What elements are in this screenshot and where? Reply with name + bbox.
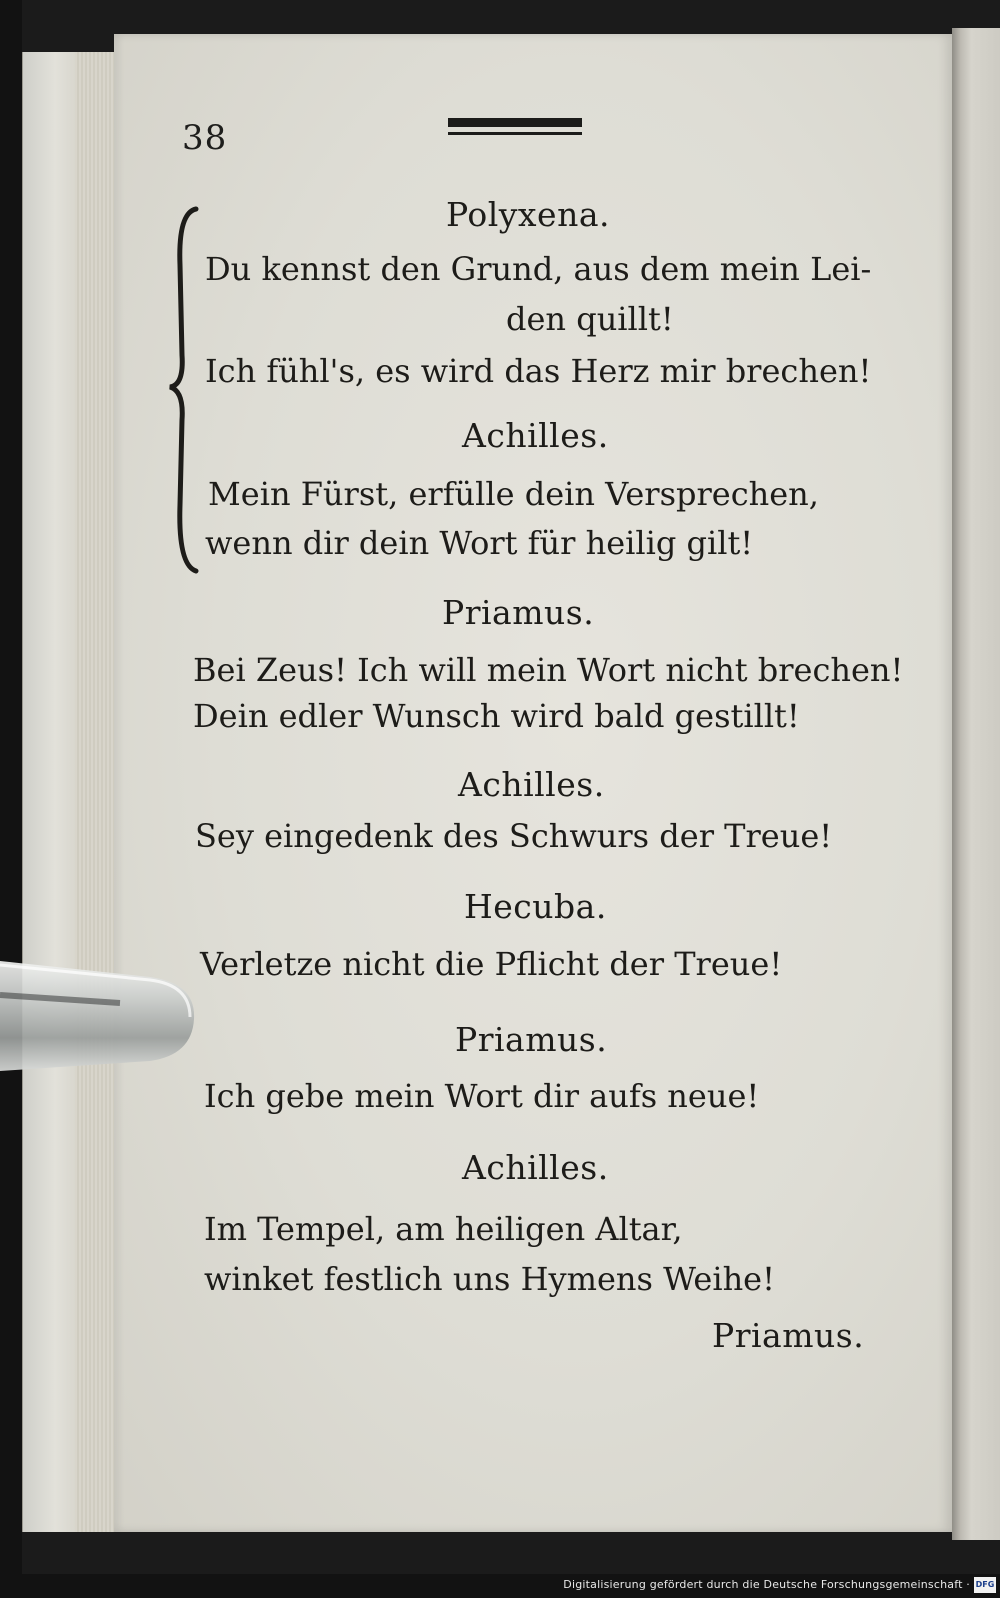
dfg-logo: DFG	[974, 1577, 996, 1593]
verse-line: Verletze nicht die Pflicht der Treue!	[200, 945, 783, 983]
speaker-name: Hecuba.	[464, 887, 607, 926]
speaker-name: Achilles.	[462, 1148, 609, 1187]
funding-credit: Digitalisierung gefördert durch die Deutsche Forschungsgemeinschaft ·	[563, 1578, 970, 1591]
speaker-name: Polyxena.	[446, 195, 610, 234]
page-number: 38	[182, 118, 228, 158]
header-rule	[448, 118, 582, 140]
speaker-name: Achilles.	[462, 416, 609, 455]
catchword: Priamus.	[712, 1316, 865, 1355]
verse-line: wenn dir dein Wort für heilig gilt!	[205, 524, 754, 562]
scan-backdrop	[0, 0, 22, 1598]
speaker-name: Priamus.	[442, 593, 595, 632]
book-page-edges	[22, 52, 115, 1532]
verse-line: Ich gebe mein Wort dir aufs neue!	[204, 1077, 760, 1115]
verse-line: Im Tempel, am heiligen Altar,	[204, 1210, 683, 1248]
verse-line: Ich fühl's, es wird das Herz mir brechen!	[205, 352, 872, 390]
verse-line: Du kennst den Grund, aus dem mein Lei-	[205, 250, 872, 288]
curly-brace	[164, 205, 204, 575]
speaker-name: Priamus.	[455, 1020, 608, 1059]
verse-line: Dein edler Wunsch wird bald gestillt!	[193, 697, 800, 735]
verse-line: winket festlich uns Hymens Weihe!	[204, 1260, 775, 1298]
verse-line: Sey eingedenk des Schwurs der Treue!	[195, 817, 833, 855]
next-page-edge	[952, 28, 1000, 1540]
verse-line: den quillt!	[506, 300, 674, 338]
verse-line: Bei Zeus! Ich will mein Wort nicht brechen!	[193, 651, 904, 689]
verse-line: Mein Fürst, erfülle dein Versprechen,	[208, 475, 819, 513]
speaker-name: Achilles.	[458, 765, 605, 804]
page-holder-clip	[0, 955, 200, 1075]
